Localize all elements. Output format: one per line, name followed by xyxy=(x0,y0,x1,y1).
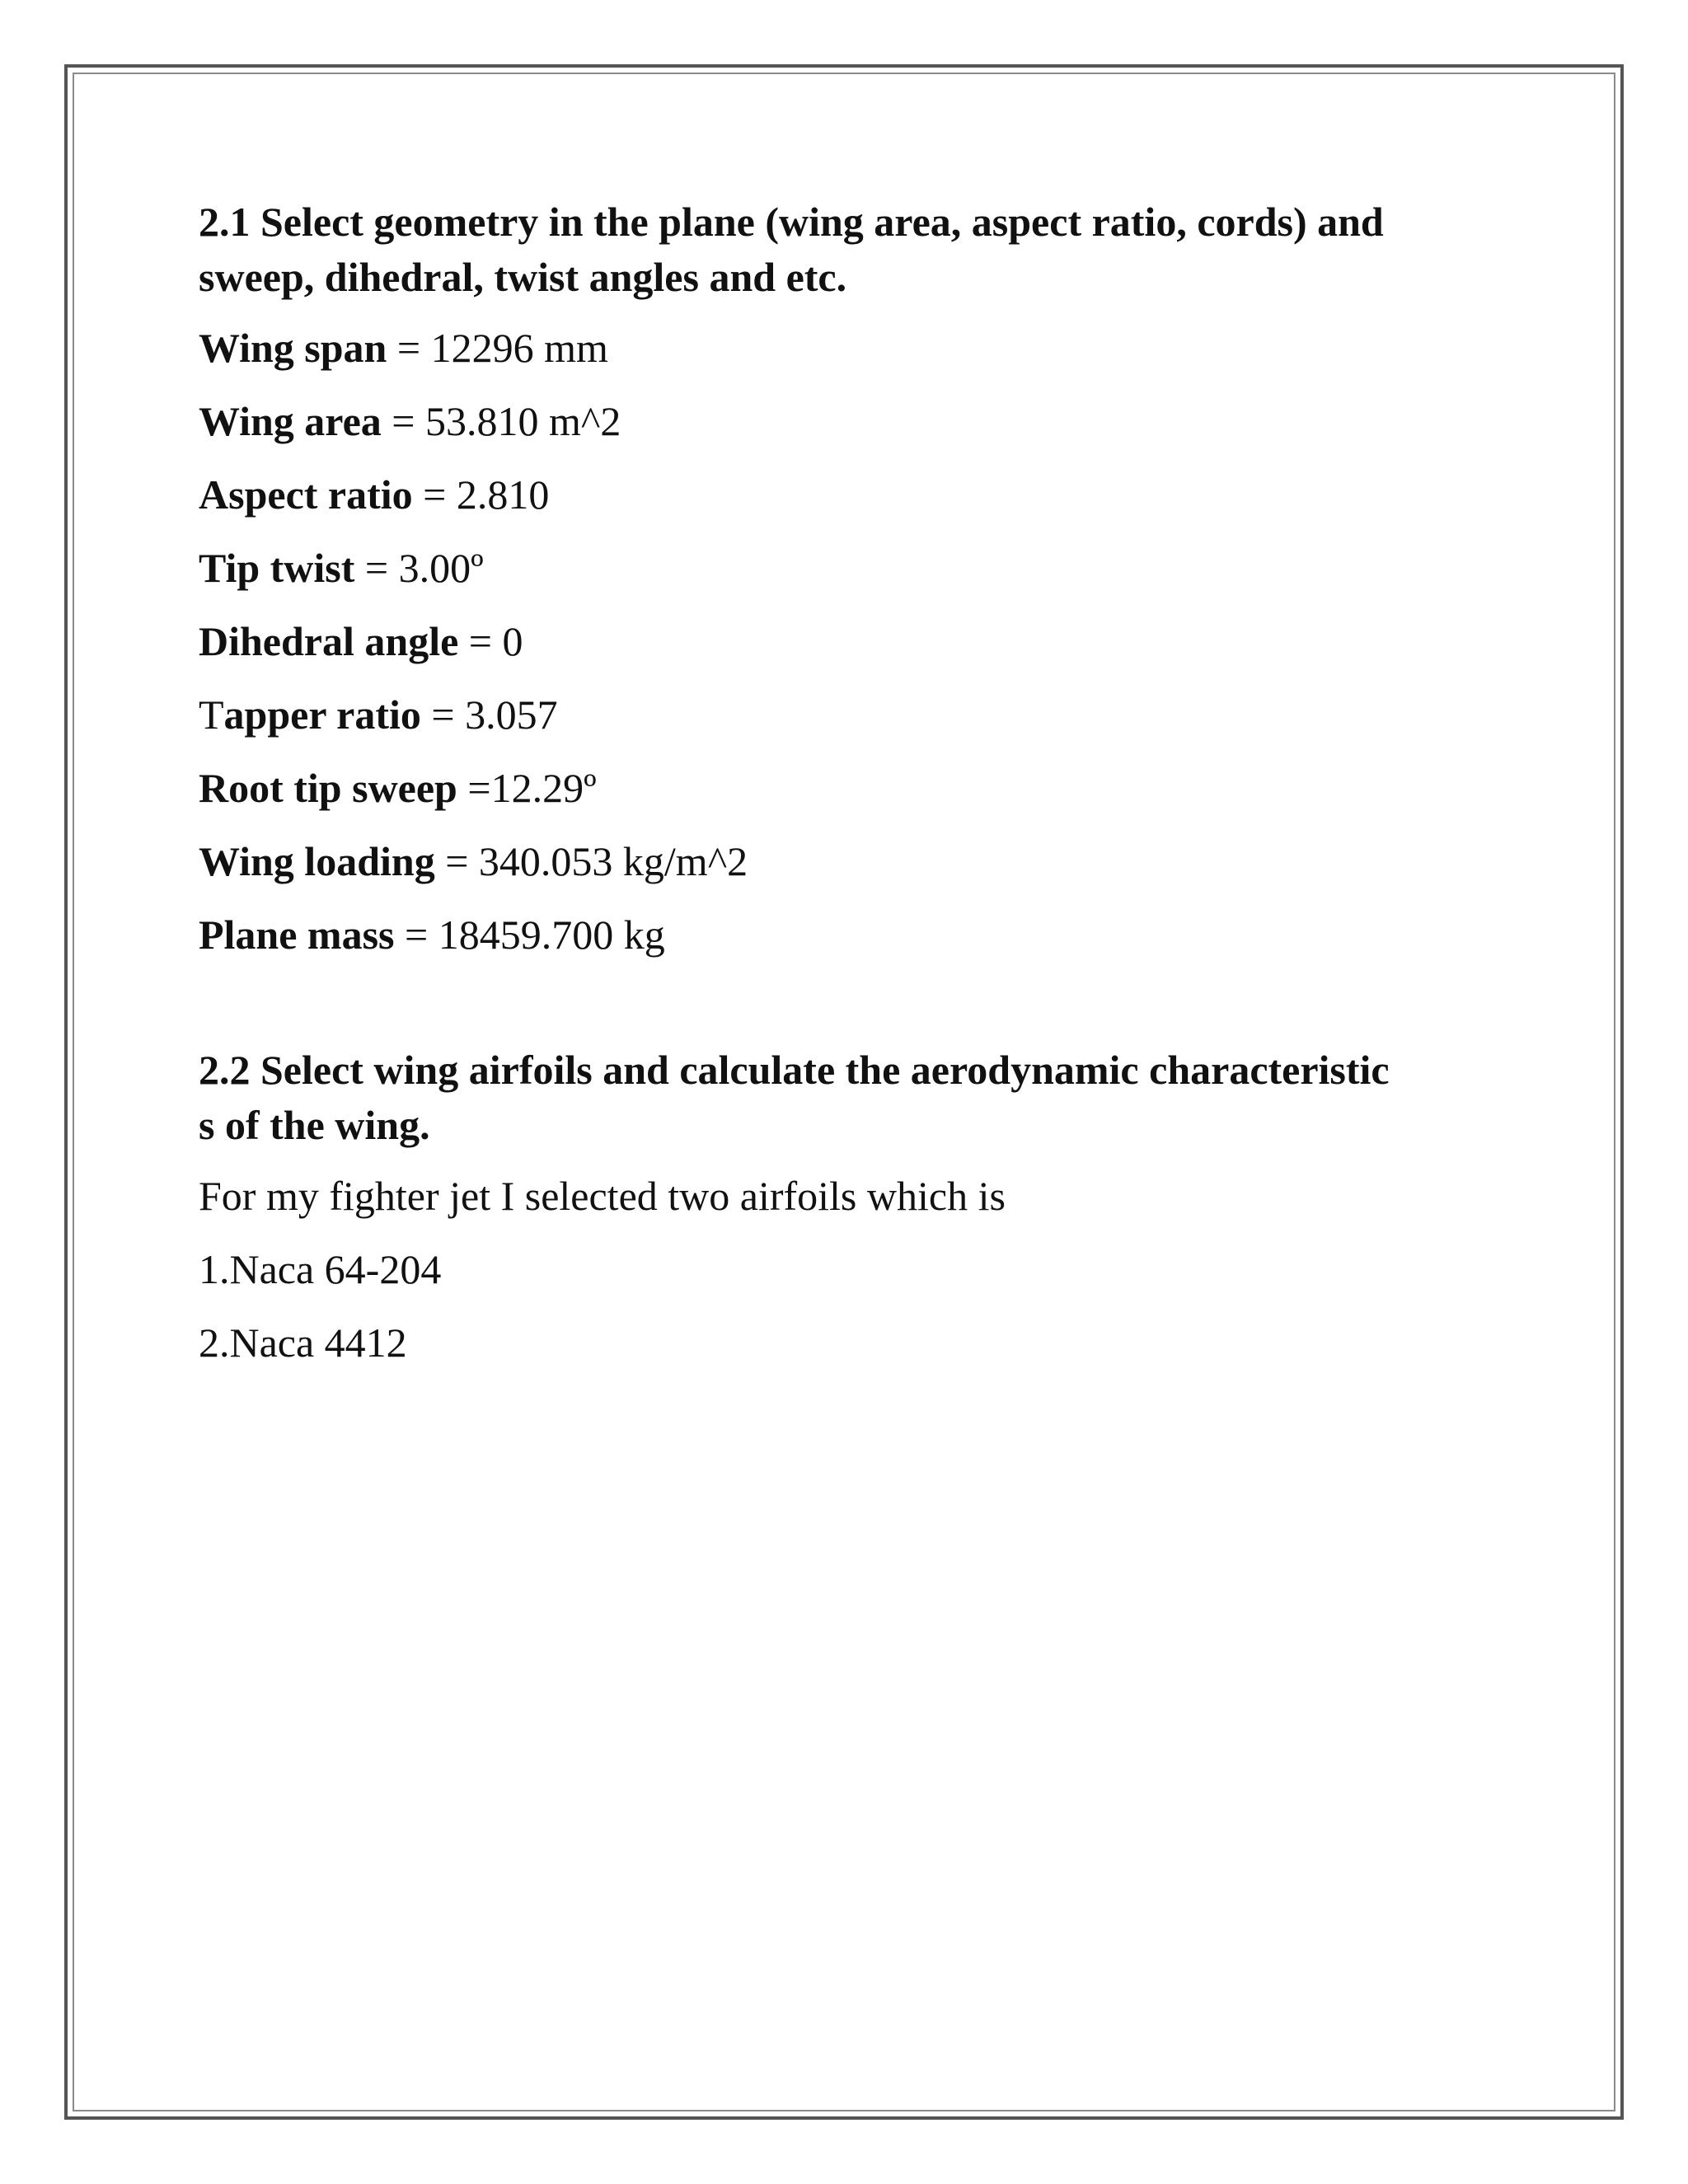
airfoil-item-2: 2.Naca 4412 xyxy=(199,1319,407,1366)
param-label: Wing loading xyxy=(199,838,435,884)
param-label: Wing span xyxy=(199,325,387,371)
param-label: Tip twist xyxy=(199,545,355,591)
param-plane-mass xyxy=(199,910,1501,959)
param-sep: = xyxy=(394,912,438,958)
param-label: apper ratio xyxy=(223,691,421,738)
param-value: 340.053 kg/m^2 xyxy=(478,838,748,884)
param-sep: = xyxy=(381,398,425,444)
param-tapper-ratio xyxy=(199,690,1501,739)
param-sep: = xyxy=(420,691,466,738)
param-dihedral-angle xyxy=(199,616,1501,666)
section-2-2-heading-line1: 2.2 Select wing airfoils and calculate the aerodynamic characteristic xyxy=(199,1047,1390,1093)
param-sep: = xyxy=(354,545,399,591)
param-tip-twist xyxy=(199,543,1501,593)
section-2-1-heading: 2.1 Select geometry in the plane (wing area, aspect ratio, cords) and sweep, dihedral, twist angles and etc. xyxy=(199,199,1384,300)
param-value: 3.00º xyxy=(398,545,484,591)
param-sep: = xyxy=(387,325,431,371)
param-sep: = xyxy=(412,471,457,518)
param-label: Aspect ratio xyxy=(199,471,413,518)
param-value: 0 xyxy=(502,618,523,664)
param-label-prefix: T xyxy=(199,691,224,738)
param-wing-area xyxy=(199,396,1501,446)
param-label: Dihedral angle xyxy=(199,618,459,664)
param-sep: = xyxy=(458,618,503,664)
param-value: 18459.700 kg xyxy=(438,912,665,958)
section-2-2-heading-line2: s of the wing. xyxy=(199,1102,430,1148)
param-label: Wing area xyxy=(199,398,382,444)
param-label: Plane mass xyxy=(199,912,395,958)
param-sep: = xyxy=(434,838,479,884)
param-sep: = xyxy=(457,765,491,811)
param-value: 12.29º xyxy=(490,765,597,811)
param-wing-loading xyxy=(199,837,1501,886)
param-value: 3.057 xyxy=(465,691,558,738)
section-2-2-heading xyxy=(199,1043,1501,1153)
param-root-tip-sweep xyxy=(199,763,1501,813)
airfoil-item-1: 1.Naca 64-204 xyxy=(199,1246,442,1292)
param-value: 12296 mm xyxy=(430,325,608,371)
param-aspect-ratio xyxy=(199,470,1501,519)
document-content xyxy=(199,194,1501,1367)
param-label: Root tip sweep xyxy=(199,765,457,811)
airfoil-intro: For my fighter jet I selected two airfoils which is xyxy=(199,1173,1006,1219)
param-wing-span xyxy=(199,323,1501,373)
param-value: 2.810 xyxy=(456,471,550,518)
param-value: 53.810 m^2 xyxy=(424,398,621,444)
